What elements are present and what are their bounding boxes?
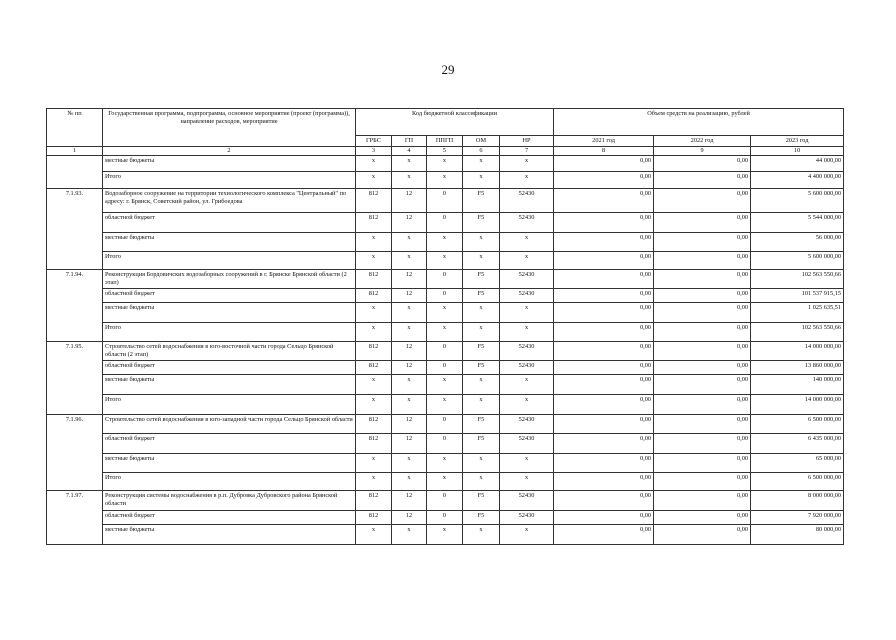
- cell-nr: x: [500, 453, 554, 472]
- row-number: 7.1.93.: [47, 188, 103, 269]
- cell-2022: 0,00: [654, 155, 751, 171]
- table-row: [47, 322, 844, 341]
- cell-nr: 52430: [500, 414, 554, 433]
- cell-gp: x: [392, 171, 427, 188]
- cell-om: x: [463, 322, 500, 341]
- column-number: 4: [392, 146, 427, 155]
- row-title: местные бюджеты: [103, 302, 356, 322]
- cell-nr: x: [500, 302, 554, 322]
- cell-gp: x: [392, 302, 427, 322]
- table-row: [47, 269, 844, 288]
- header-ppgp: ППГП: [427, 136, 463, 147]
- cell-2023: 13 860 000,00: [751, 360, 844, 374]
- table-row: [47, 414, 844, 433]
- cell-gp: x: [392, 322, 427, 341]
- cell-2022: 0,00: [654, 251, 751, 269]
- header-year-2021: 2021 год: [554, 136, 654, 147]
- table-body: [47, 155, 844, 544]
- page-number: 29: [441, 62, 455, 77]
- cell-grbs: 812: [356, 269, 392, 288]
- cell-ppgp: 0: [427, 490, 463, 510]
- cell-ppgp: 0: [427, 212, 463, 232]
- cell-nr: x: [500, 394, 554, 414]
- cell-2023: 56 000,00: [751, 232, 844, 251]
- cell-grbs: x: [356, 302, 392, 322]
- header-grbs: ГРБС: [356, 136, 392, 147]
- row-number: 7.1.94.: [47, 269, 103, 341]
- cell-gp: 12: [392, 288, 427, 302]
- cell-ppgp: 0: [427, 510, 463, 524]
- cell-om: F5: [463, 188, 500, 212]
- cell-ppgp: x: [427, 322, 463, 341]
- cell-nr: 52430: [500, 510, 554, 524]
- cell-2023: 140 000,00: [751, 374, 844, 394]
- cell-grbs: x: [356, 322, 392, 341]
- cell-grbs: 812: [356, 414, 392, 433]
- cell-ppgp: x: [427, 472, 463, 490]
- cell-2021: 0,00: [554, 374, 654, 394]
- cell-om: x: [463, 453, 500, 472]
- table-row: [47, 288, 844, 302]
- cell-2022: 0,00: [654, 288, 751, 302]
- cell-2021: 0,00: [554, 394, 654, 414]
- cell-2022: 0,00: [654, 269, 751, 288]
- cell-2023: 14 000 000,00: [751, 341, 844, 360]
- cell-gp: x: [392, 374, 427, 394]
- header-gp: ГП: [392, 136, 427, 147]
- row-title: местные бюджеты: [103, 155, 356, 171]
- cell-om: F5: [463, 433, 500, 453]
- cell-2023: 102 563 550,66: [751, 269, 844, 288]
- cell-nr: 52430: [500, 341, 554, 360]
- cell-2021: 0,00: [554, 269, 654, 288]
- cell-nr: 52430: [500, 269, 554, 288]
- cell-2022: 0,00: [654, 341, 751, 360]
- table-row: [47, 453, 844, 472]
- cell-ppgp: 0: [427, 288, 463, 302]
- table-row: [47, 360, 844, 374]
- row-title: местные бюджеты: [103, 453, 356, 472]
- cell-2022: 0,00: [654, 188, 751, 212]
- cell-2021: 0,00: [554, 322, 654, 341]
- cell-2022: 0,00: [654, 171, 751, 188]
- cell-ppgp: 0: [427, 269, 463, 288]
- cell-ppgp: x: [427, 374, 463, 394]
- cell-2022: 0,00: [654, 472, 751, 490]
- table-row: [47, 251, 844, 269]
- cell-om: F5: [463, 510, 500, 524]
- cell-gp: 12: [392, 433, 427, 453]
- cell-om: x: [463, 171, 500, 188]
- cell-nr: 52430: [500, 490, 554, 510]
- cell-2023: 8 000 000,00: [751, 490, 844, 510]
- cell-nr: x: [500, 322, 554, 341]
- cell-2022: 0,00: [654, 490, 751, 510]
- table-row: [47, 232, 844, 251]
- cell-nr: 52430: [500, 188, 554, 212]
- cell-nr: x: [500, 524, 554, 544]
- cell-om: F5: [463, 269, 500, 288]
- column-number: 3: [356, 146, 392, 155]
- header-year-2022: 2022 год: [654, 136, 751, 147]
- cell-2021: 0,00: [554, 414, 654, 433]
- cell-grbs: x: [356, 453, 392, 472]
- cell-ppgp: x: [427, 232, 463, 251]
- cell-2021: 0,00: [554, 155, 654, 171]
- cell-2023: 7 920 000,00: [751, 510, 844, 524]
- header-volume: Объем средств на реализацию, рублей: [554, 109, 844, 136]
- cell-grbs: 812: [356, 188, 392, 212]
- cell-grbs: x: [356, 171, 392, 188]
- cell-nr: x: [500, 472, 554, 490]
- row-title: Итого: [103, 251, 356, 269]
- column-number: 1: [47, 146, 103, 155]
- cell-grbs: 812: [356, 341, 392, 360]
- table-row: [47, 490, 844, 510]
- cell-grbs: x: [356, 232, 392, 251]
- column-number: 2: [103, 146, 356, 155]
- cell-gp: 12: [392, 341, 427, 360]
- cell-om: F5: [463, 414, 500, 433]
- cell-gp: x: [392, 524, 427, 544]
- cell-om: F5: [463, 360, 500, 374]
- cell-grbs: 812: [356, 490, 392, 510]
- cell-om: x: [463, 524, 500, 544]
- cell-grbs: x: [356, 394, 392, 414]
- table-row: [47, 374, 844, 394]
- table-row: [47, 472, 844, 490]
- cell-om: x: [463, 374, 500, 394]
- cell-grbs: 812: [356, 433, 392, 453]
- cell-2023: 102 563 550,66: [751, 322, 844, 341]
- cell-2022: 0,00: [654, 414, 751, 433]
- column-number: 9: [654, 146, 751, 155]
- cell-2022: 0,00: [654, 322, 751, 341]
- cell-2022: 0,00: [654, 360, 751, 374]
- row-number: 7.1.96.: [47, 414, 103, 490]
- cell-2021: 0,00: [554, 360, 654, 374]
- cell-2021: 0,00: [554, 188, 654, 212]
- table-row: [47, 188, 844, 212]
- cell-gp: x: [392, 251, 427, 269]
- cell-om: x: [463, 232, 500, 251]
- row-title: Строительство сетей водоснабжения в юго-западной части города Сельцо Брянской области: [103, 414, 356, 433]
- cell-ppgp: x: [427, 155, 463, 171]
- cell-nr: x: [500, 155, 554, 171]
- cell-2022: 0,00: [654, 433, 751, 453]
- cell-2023: 80 000,00: [751, 524, 844, 544]
- row-number: [47, 155, 103, 188]
- cell-2023: 4 400 000,00: [751, 171, 844, 188]
- cell-ppgp: 0: [427, 414, 463, 433]
- row-title: Строительство сетей водоснабжения в юго-восточной части города Сельцо Брянской области (2 этап): [103, 341, 356, 360]
- cell-grbs: 812: [356, 360, 392, 374]
- cell-grbs: x: [356, 472, 392, 490]
- table-row: [47, 341, 844, 360]
- row-title: областной бюджет: [103, 360, 356, 374]
- cell-2021: 0,00: [554, 472, 654, 490]
- column-number: 6: [463, 146, 500, 155]
- header-kbk: Код бюджетной классификации: [356, 109, 554, 136]
- cell-2022: 0,00: [654, 374, 751, 394]
- cell-nr: 52430: [500, 360, 554, 374]
- cell-ppgp: 0: [427, 341, 463, 360]
- cell-2023: 6 500 000,00: [751, 472, 844, 490]
- cell-grbs: 812: [356, 288, 392, 302]
- cell-grbs: x: [356, 374, 392, 394]
- row-title: Итого: [103, 171, 356, 188]
- table-row: [47, 433, 844, 453]
- row-title: местные бюджеты: [103, 524, 356, 544]
- cell-2023: 65 000,00: [751, 453, 844, 472]
- cell-2021: 0,00: [554, 288, 654, 302]
- column-number: 10: [751, 146, 844, 155]
- table-row: [47, 171, 844, 188]
- row-number: 7.1.97.: [47, 490, 103, 544]
- row-title: местные бюджеты: [103, 374, 356, 394]
- cell-2022: 0,00: [654, 524, 751, 544]
- cell-om: x: [463, 394, 500, 414]
- row-title: Итого: [103, 394, 356, 414]
- cell-gp: x: [392, 453, 427, 472]
- cell-2021: 0,00: [554, 212, 654, 232]
- cell-2021: 0,00: [554, 524, 654, 544]
- cell-ppgp: x: [427, 453, 463, 472]
- cell-2022: 0,00: [654, 510, 751, 524]
- table-row: [47, 524, 844, 544]
- cell-om: x: [463, 155, 500, 171]
- column-number: 8: [554, 146, 654, 155]
- cell-2021: 0,00: [554, 490, 654, 510]
- table-row: [47, 302, 844, 322]
- table-row: [47, 212, 844, 232]
- cell-2023: 14 000 000,00: [751, 394, 844, 414]
- row-title: Реконструкция системы водоснабжения в р.п. Дубровка Дубровского района Брянской области: [103, 490, 356, 510]
- cell-gp: 12: [392, 188, 427, 212]
- cell-2021: 0,00: [554, 251, 654, 269]
- cell-gp: 12: [392, 212, 427, 232]
- header-num: № пп: [47, 109, 103, 147]
- header-om: ОМ: [463, 136, 500, 147]
- cell-grbs: x: [356, 251, 392, 269]
- cell-2021: 0,00: [554, 171, 654, 188]
- cell-2022: 0,00: [654, 212, 751, 232]
- cell-2021: 0,00: [554, 232, 654, 251]
- cell-nr: 52430: [500, 433, 554, 453]
- cell-2021: 0,00: [554, 341, 654, 360]
- cell-om: F5: [463, 341, 500, 360]
- cell-om: x: [463, 472, 500, 490]
- cell-2022: 0,00: [654, 453, 751, 472]
- row-title: Итого: [103, 472, 356, 490]
- column-number: 7: [500, 146, 554, 155]
- cell-2023: 5 600 000,00: [751, 251, 844, 269]
- cell-2023: 101 537 915,15: [751, 288, 844, 302]
- header-year-2023: 2023 год: [751, 136, 844, 147]
- cell-2023: 5 600 000,00: [751, 188, 844, 212]
- cell-2022: 0,00: [654, 302, 751, 322]
- cell-nr: x: [500, 232, 554, 251]
- cell-grbs: x: [356, 524, 392, 544]
- cell-grbs: 812: [356, 212, 392, 232]
- cell-ppgp: x: [427, 171, 463, 188]
- row-title: областной бюджет: [103, 212, 356, 232]
- cell-grbs: x: [356, 155, 392, 171]
- cell-gp: x: [392, 232, 427, 251]
- table-row: [47, 155, 844, 171]
- cell-nr: x: [500, 374, 554, 394]
- header-name: Государственная программа, подпрограмма, основное мероприятие (проект (программа)), направление расходов, мероприятие: [103, 109, 356, 147]
- cell-nr: 52430: [500, 288, 554, 302]
- cell-2022: 0,00: [654, 232, 751, 251]
- cell-2023: 1 025 635,51: [751, 302, 844, 322]
- header-nr: НР: [500, 136, 554, 147]
- cell-ppgp: x: [427, 302, 463, 322]
- cell-ppgp: 0: [427, 188, 463, 212]
- table-row: [47, 510, 844, 524]
- table-row: [47, 394, 844, 414]
- cell-nr: 52430: [500, 212, 554, 232]
- row-title: областной бюджет: [103, 433, 356, 453]
- row-title: областной бюджет: [103, 510, 356, 524]
- column-number: 5: [427, 146, 463, 155]
- cell-2021: 0,00: [554, 433, 654, 453]
- cell-gp: 12: [392, 269, 427, 288]
- row-title: областной бюджет: [103, 288, 356, 302]
- cell-ppgp: 0: [427, 360, 463, 374]
- cell-grbs: 812: [356, 510, 392, 524]
- cell-gp: 12: [392, 414, 427, 433]
- cell-gp: 12: [392, 510, 427, 524]
- budget-table: [46, 108, 844, 545]
- cell-ppgp: 0: [427, 433, 463, 453]
- row-title: Реконструкция Бордовичских водозаборных сооружений в г. Брянске Брянской области (2 этап): [103, 269, 356, 288]
- cell-nr: x: [500, 251, 554, 269]
- row-title: местные бюджеты: [103, 232, 356, 251]
- cell-2021: 0,00: [554, 510, 654, 524]
- cell-gp: 12: [392, 490, 427, 510]
- cell-ppgp: x: [427, 394, 463, 414]
- cell-om: x: [463, 251, 500, 269]
- cell-2021: 0,00: [554, 453, 654, 472]
- cell-om: F5: [463, 212, 500, 232]
- cell-2023: 44 000,00: [751, 155, 844, 171]
- row-title: Водозаборное сооружение на территории технологического комплекса "Центральный" по адресу: г. Брянск, Советский район, ул. Грибоедова: [103, 188, 356, 212]
- cell-gp: 12: [392, 360, 427, 374]
- cell-gp: x: [392, 394, 427, 414]
- cell-2023: 5 544 000,00: [751, 212, 844, 232]
- cell-2022: 0,00: [654, 394, 751, 414]
- cell-2023: 6 435 000,00: [751, 433, 844, 453]
- cell-2023: 6 500 000,00: [751, 414, 844, 433]
- cell-gp: x: [392, 472, 427, 490]
- cell-nr: x: [500, 171, 554, 188]
- row-title: Итого: [103, 322, 356, 341]
- cell-ppgp: x: [427, 251, 463, 269]
- cell-2021: 0,00: [554, 302, 654, 322]
- row-number: 7.1.95.: [47, 341, 103, 414]
- cell-om: F5: [463, 490, 500, 510]
- column-number-row: [47, 146, 844, 155]
- cell-om: F5: [463, 288, 500, 302]
- cell-gp: x: [392, 155, 427, 171]
- cell-ppgp: x: [427, 524, 463, 544]
- cell-om: x: [463, 302, 500, 322]
